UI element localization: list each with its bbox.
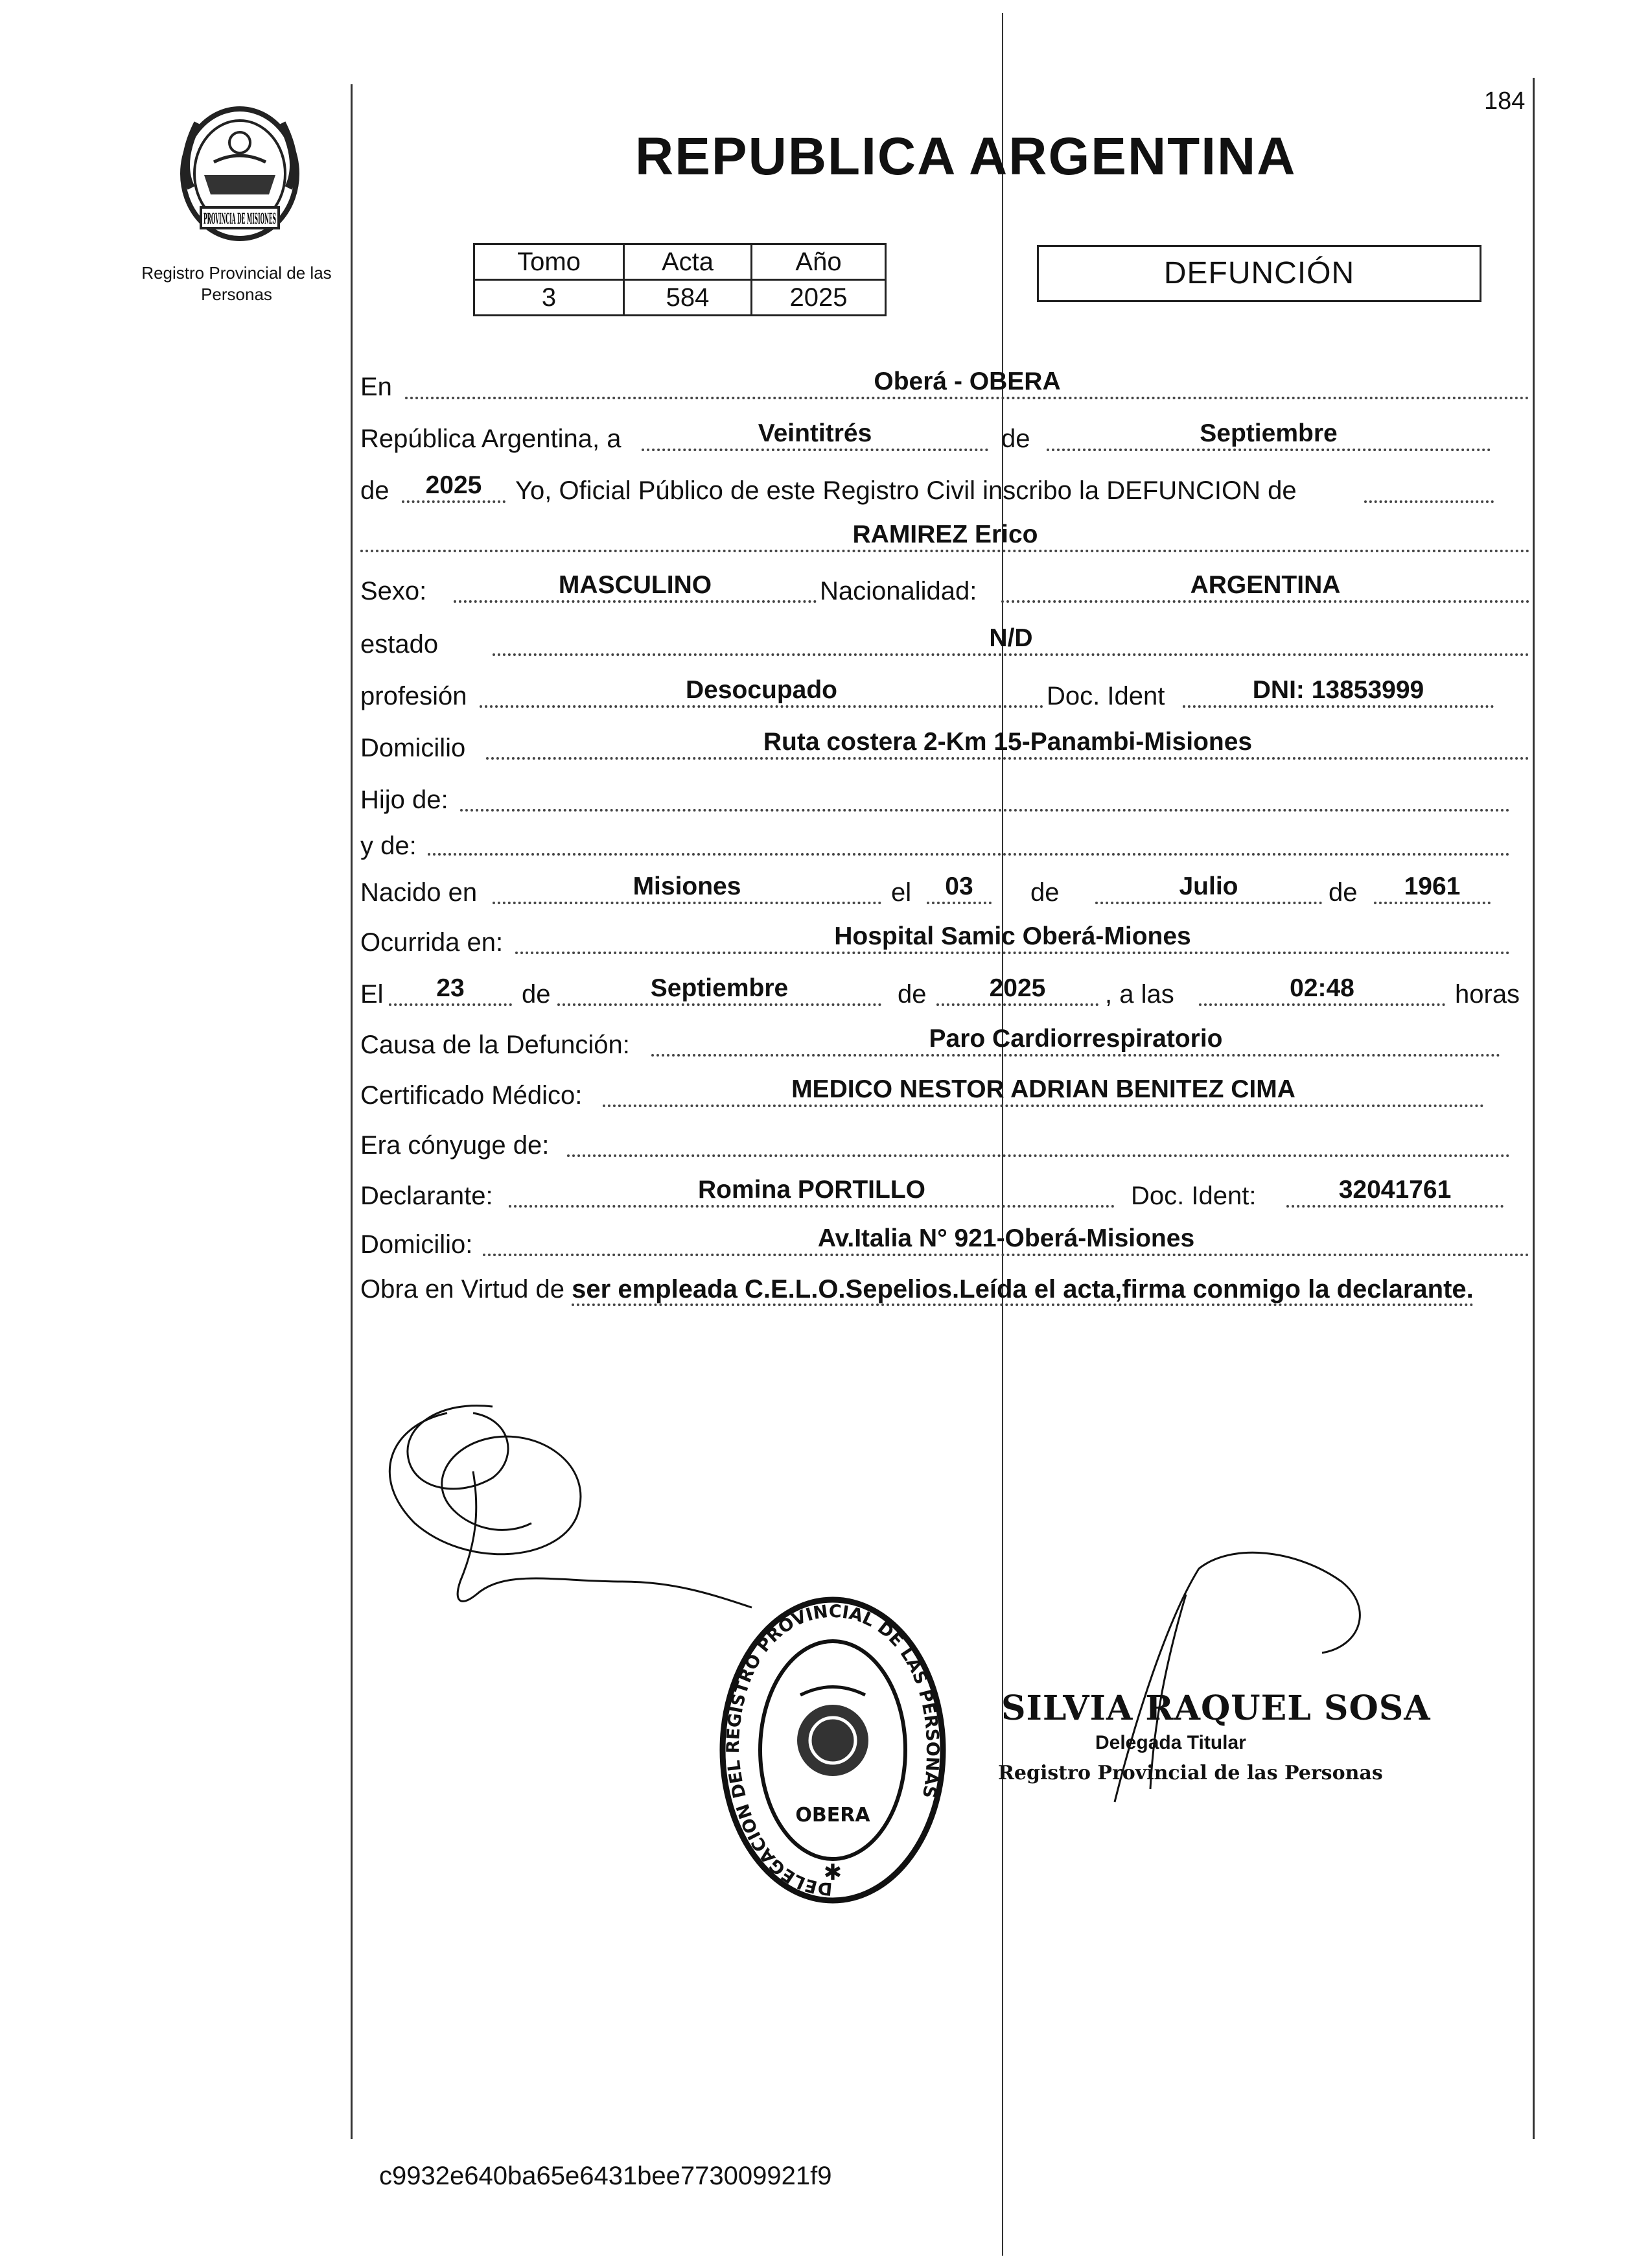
nacionalidad-field: ARGENTINA xyxy=(1001,570,1529,603)
domicilio-label: Domicilio xyxy=(360,734,466,762)
month-field: Septiembre xyxy=(1047,419,1491,451)
declarante-label: Declarante: xyxy=(360,1182,493,1210)
conyuge-field xyxy=(567,1125,1510,1157)
day-words-field: Veintitrés xyxy=(642,419,988,451)
republica-label: República Argentina, a xyxy=(360,425,621,453)
en-field: Oberá - OBERA xyxy=(405,367,1529,399)
official-role: Delegada Titular xyxy=(1095,1732,1246,1753)
decl-doc-field: 32041761 xyxy=(1286,1175,1504,1208)
el-label: el xyxy=(891,878,912,907)
ocurrida-label: Ocurrida en: xyxy=(360,928,504,957)
year-field: 2025 xyxy=(402,471,505,503)
declarant-signature xyxy=(363,1387,765,1633)
en-label: En xyxy=(360,373,392,401)
page-title: REPUBLICA ARGENTINA xyxy=(635,127,1297,186)
year-prefix-label: de xyxy=(360,476,389,505)
alas-label: , a las xyxy=(1105,980,1174,1009)
de-label: de xyxy=(1001,425,1030,453)
obra-paragraph xyxy=(360,1270,1527,1308)
table-header-tomo: Tomo xyxy=(474,244,624,280)
causa-field: Paro Cardiorrespiratorio xyxy=(651,1024,1500,1057)
hijo-label: Hijo de: xyxy=(360,786,448,814)
ocurrida-field: Hospital Samic Oberá-Miones xyxy=(515,922,1510,954)
delegation-stamp xyxy=(710,1588,956,1912)
left-margin-line xyxy=(351,84,353,2139)
conyuge-label: Era cónyuge de: xyxy=(360,1131,550,1160)
table-value-anio: 2025 xyxy=(752,280,886,316)
nacido-lugar-field: Misiones xyxy=(493,872,881,904)
nacido-mes-field: Julio xyxy=(1095,872,1322,904)
nacido-de2-label: de xyxy=(1329,878,1358,907)
doc-ident-label: Doc. Ident xyxy=(1047,682,1165,710)
nacido-anio-field: 1961 xyxy=(1374,872,1491,904)
def-hora-field: 02:48 xyxy=(1199,974,1445,1006)
inscription-blank xyxy=(1364,471,1494,503)
domicilio-field: Ruta costera 2-Km 15-Panambi-Misiones xyxy=(486,727,1529,760)
table-value-tomo: 3 xyxy=(474,280,624,316)
certificado-label: Certificado Médico: xyxy=(360,1081,583,1110)
official-org: Registro Provincial de las Personas xyxy=(998,1762,1383,1784)
def-de2-label: de xyxy=(898,980,927,1009)
deceased-name-field: RAMIREZ Erico xyxy=(360,520,1530,552)
inscription-text: Yo, Oficial Público de este Registro Civil inscribo la DEFUNCION de xyxy=(515,476,1297,505)
profesion-field: Desocupado xyxy=(480,675,1043,708)
document-hash: c9932e640ba65e6431bee773009921f9 xyxy=(379,2162,832,2190)
table-header-anio: Año xyxy=(752,244,886,280)
obra-label: Obra en Virtud de xyxy=(360,1275,565,1304)
record-table xyxy=(473,243,887,316)
estado-label: estado xyxy=(360,630,439,659)
def-anio-field: 2025 xyxy=(936,974,1098,1006)
causa-label: Causa de la Defunción: xyxy=(360,1031,630,1059)
def-dia-field: 23 xyxy=(389,974,512,1006)
nacionalidad-label: Nacionalidad: xyxy=(820,577,977,605)
decl-doc-label: Doc. Ident: xyxy=(1131,1182,1257,1210)
def-mes-field: Septiembre xyxy=(557,974,881,1006)
domicilio2-label: Domicilio: xyxy=(360,1230,473,1259)
sexo-field: MASCULINO xyxy=(454,570,817,603)
official-name: SILVIA RAQUEL SOSA xyxy=(1001,1689,1431,1728)
horas-label: horas xyxy=(1455,980,1520,1009)
doc-ident-field: DNI: 13853999 xyxy=(1183,675,1494,708)
stamp-city: OBERA xyxy=(795,1804,870,1827)
right-margin-line xyxy=(1533,78,1535,2139)
obra-value: ser empleada C.E.L.O.Sepelios.Leída el acta,firma conmigo la declarante. xyxy=(572,1275,1474,1306)
yde-label: y de: xyxy=(360,832,417,860)
document-type-box: DEFUNCIÓN xyxy=(1037,245,1481,302)
certificado-field: MEDICO NESTOR ADRIAN BENITEZ CIMA xyxy=(603,1075,1484,1107)
registry-label: Registro Provincial de las Personas xyxy=(141,263,332,304)
seal-lettering: PROVINCIA DE MISIONES xyxy=(203,211,276,228)
nacido-de1-label: de xyxy=(1030,878,1060,907)
def-de1-label: de xyxy=(522,980,551,1009)
estado-field: N/D xyxy=(493,624,1529,656)
table-value-acta: 584 xyxy=(624,280,752,316)
profesion-label: profesión xyxy=(360,682,467,710)
el2-label: El xyxy=(360,980,384,1009)
nacido-dia-field: 03 xyxy=(927,872,992,904)
domicilio2-field: Av.Italia N° 921-Oberá-Misiones xyxy=(483,1224,1529,1256)
nacido-label: Nacido en xyxy=(360,878,478,907)
provincial-seal-icon xyxy=(165,97,314,246)
stamp-ring-text: DELEGACION DEL REGISTRO PROVINCIAL DE LAS PERSONAS xyxy=(723,1601,943,1899)
yde-field xyxy=(428,823,1510,856)
hijo-field xyxy=(460,779,1510,812)
page-number: 184 xyxy=(1484,88,1526,115)
sexo-label: Sexo: xyxy=(360,577,427,605)
table-header-acta: Acta xyxy=(624,244,752,280)
svg-text:✱: ✱ xyxy=(823,1860,842,1885)
declarante-field: Romina PORTILLO xyxy=(509,1175,1115,1208)
